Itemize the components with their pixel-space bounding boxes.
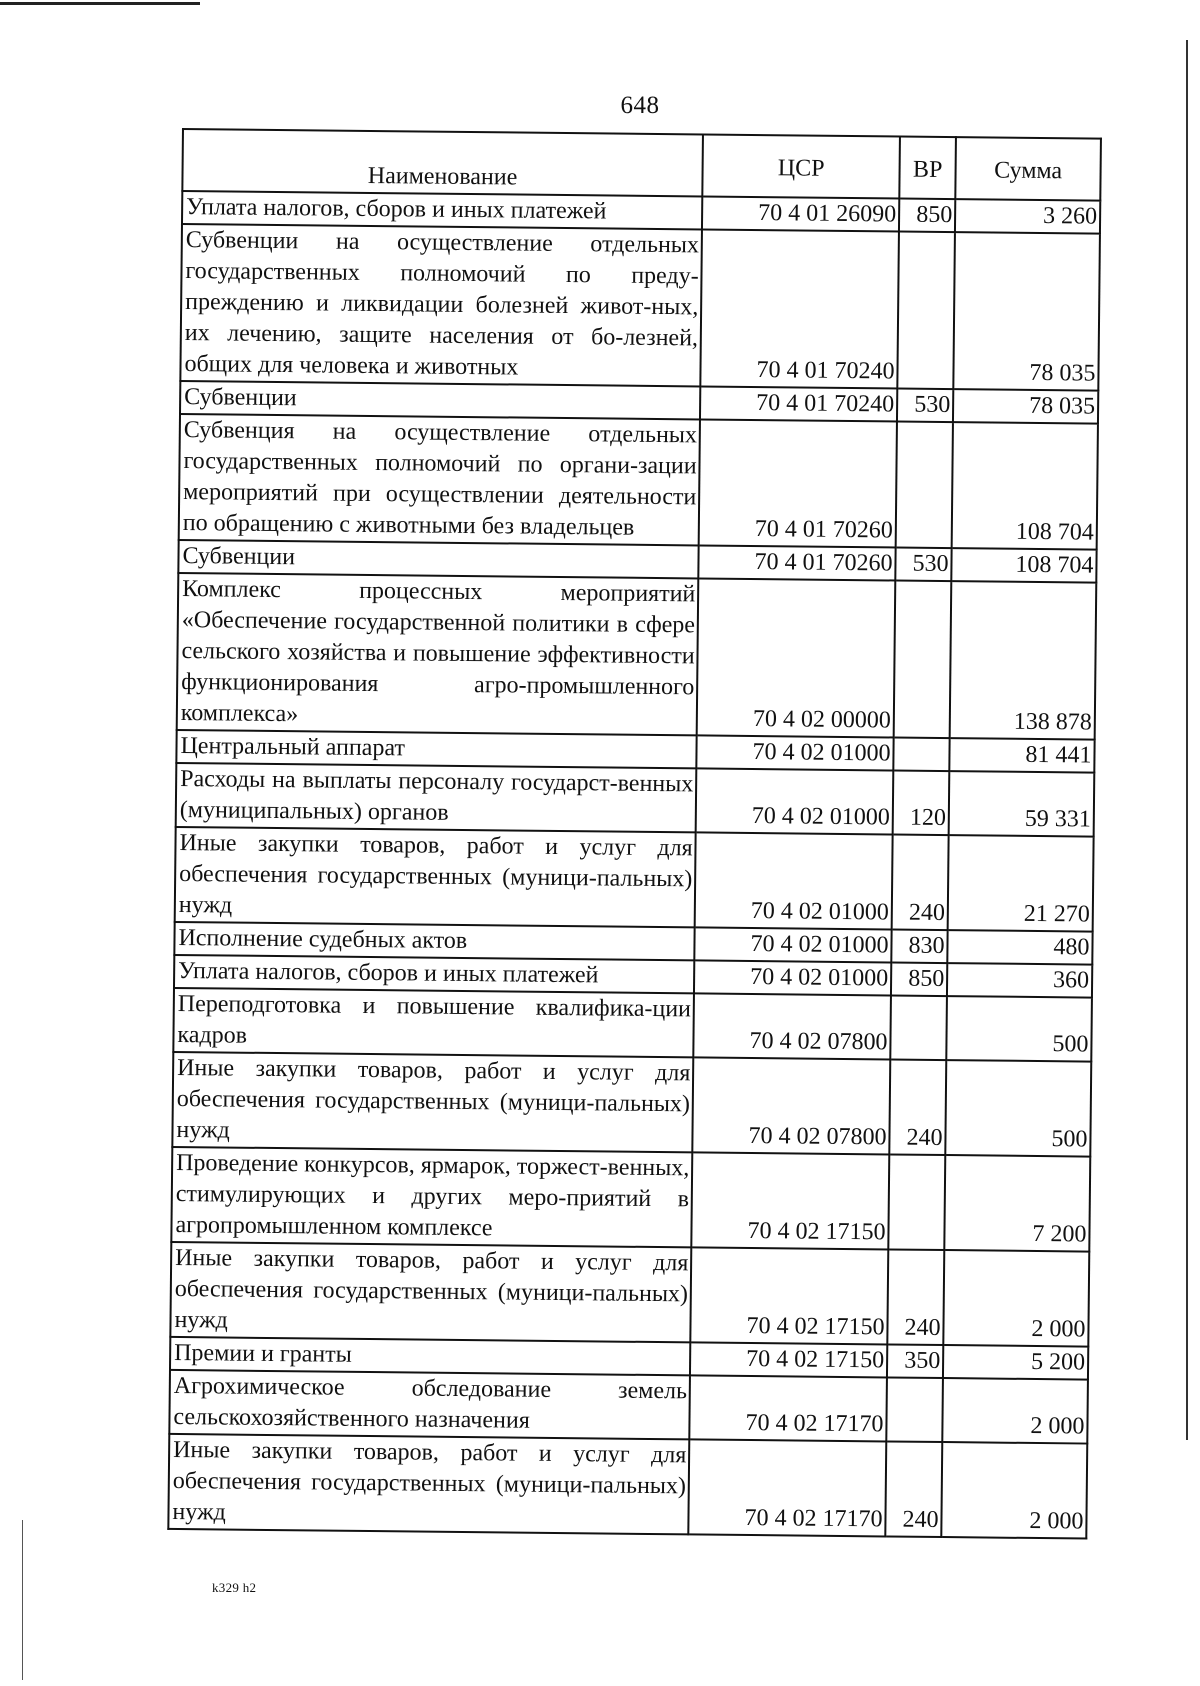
row-sum: 59 331	[949, 771, 1095, 837]
row-vr-code: 240	[887, 1249, 944, 1345]
table-row	[177, 573, 1097, 740]
row-name: Субвенции	[178, 540, 699, 578]
row-name: Субвенции на осуществление отдельных государственных полномочий по преду-преждению и ликвидации болезней живот-ных, их лечению, защите населения от бо-лезней, общих для человека и животных	[180, 224, 702, 386]
row-name: Исполнение судебных актов	[174, 922, 695, 960]
row-name: Иные закупки товаров, работ и услуг для обеспечения государственных (муници-пальных) нужд	[175, 827, 696, 927]
row-sum: 2 000	[943, 1250, 1089, 1347]
table-row	[169, 1370, 1088, 1444]
row-csr-code: 70 4 02 01000	[694, 927, 891, 962]
row-vr-code	[886, 1377, 943, 1442]
row-name: Проведение конкурсов, ярмарок, торжест-венных, стимулирующих и других меро-приятий в агропромышленном комплексе	[171, 1147, 692, 1247]
table-header-row	[182, 129, 1101, 201]
row-name: Субвенции	[180, 381, 701, 419]
row-vr-code	[890, 995, 947, 1060]
table-row	[170, 1242, 1089, 1347]
scan-edge-line	[0, 2, 200, 5]
row-vr-code: 240	[892, 834, 949, 930]
row-vr-code	[894, 580, 952, 738]
row-sum: 2 000	[942, 1378, 1088, 1444]
header-csr: ЦСР	[702, 134, 899, 198]
document-code: k329 h2	[212, 1580, 257, 1595]
page-number: 648	[620, 92, 660, 119]
row-csr-code: 70 4 02 07800	[693, 993, 891, 1059]
row-name: Иные закупки товаров, работ и услуг для обеспечения государственных (муници-пальных) нужд	[168, 1434, 689, 1534]
row-sum: 480	[947, 930, 1092, 965]
table-row	[176, 763, 1095, 837]
row-csr-code: 70 4 02 01000	[697, 735, 894, 770]
table-row	[180, 224, 1100, 391]
row-name: Иные закупки товаров, работ и услуг для обеспечения государственных (муници-пальных) нужд	[170, 1242, 691, 1342]
row-sum: 500	[945, 1060, 1091, 1157]
row-sum: 138 878	[950, 581, 1096, 740]
row-name: Уплата налогов, сборов и иных платежей	[174, 955, 695, 993]
row-sum: 7 200	[944, 1155, 1090, 1252]
row-vr-code: 240	[889, 1059, 946, 1155]
row-name: Иные закупки товаров, работ и услуг для обеспечения государственных (муници-пальных) нужд	[172, 1052, 693, 1152]
header-vr: ВР	[899, 137, 956, 200]
row-name: Расходы на выплаты персоналу государст-венных (муниципальных) органов	[176, 763, 697, 832]
row-csr-code: 70 4 02 17150	[690, 1247, 888, 1344]
row-sum: 21 270	[948, 835, 1094, 932]
row-vr-code	[888, 1154, 945, 1250]
row-vr-code: 850	[899, 199, 955, 233]
table-row	[173, 988, 1092, 1062]
row-csr-code: 70 4 01 70240	[700, 386, 897, 421]
row-csr-code: 70 4 02 01000	[696, 768, 894, 834]
row-sum: 108 704	[951, 548, 1096, 583]
row-vr-code: 120	[893, 770, 950, 835]
row-vr-code: 830	[891, 929, 947, 963]
table-row	[175, 827, 1094, 932]
row-csr-code: 70 4 01 70260	[699, 419, 897, 547]
row-sum: 500	[946, 996, 1092, 1062]
row-vr-code	[897, 232, 955, 390]
table-row	[179, 414, 1098, 550]
row-sum: 3 260	[955, 199, 1100, 234]
row-vr-code: 530	[897, 389, 953, 423]
row-vr-code	[893, 737, 949, 771]
row-sum: 81 441	[949, 738, 1094, 773]
row-sum: 78 035	[953, 389, 1098, 424]
row-csr-code: 70 4 02 17150	[690, 1342, 887, 1377]
row-vr-code: 530	[895, 547, 951, 581]
header-sum: Сумма	[955, 137, 1101, 201]
table-row	[168, 1434, 1087, 1539]
row-vr-code: 350	[887, 1344, 943, 1378]
row-sum: 78 035	[953, 232, 1099, 391]
budget-table	[167, 128, 1102, 1540]
row-csr-code: 70 4 02 17170	[689, 1375, 887, 1441]
row-csr-code: 70 4 02 01000	[695, 832, 893, 929]
row-name: Уплата налогов, сборов и иных платежей	[182, 191, 703, 229]
row-name: Субвенция на осуществление отдельных государственных полномочий по органи-зации мероприятий при осуществлении деятельности по обращению с животными без владельцев	[179, 414, 700, 545]
row-sum: 360	[947, 963, 1092, 998]
header-name: Наименование	[182, 129, 703, 196]
row-name: Премии и гранты	[170, 1337, 691, 1375]
row-csr-code: 70 4 02 00000	[697, 578, 895, 737]
row-vr-code: 850	[891, 962, 947, 996]
row-name: Агрохимическое обследование земель сельскохозяйственного назначения	[169, 1370, 690, 1439]
table-row	[171, 1147, 1090, 1252]
scan-edge-line	[1186, 40, 1188, 1440]
row-csr-code: 70 4 01 26090	[702, 196, 899, 231]
table-row	[172, 1052, 1091, 1157]
row-csr-code: 70 4 01 70260	[698, 545, 895, 580]
row-name: Комплекс процессных мероприятий «Обеспечение государственной политики в сфере сельского хозяйства и повышение эффективности функционирования агро-промышленного комплекса»	[177, 573, 699, 735]
row-csr-code: 70 4 01 70240	[701, 229, 899, 388]
row-csr-code: 70 4 02 01000	[694, 960, 891, 995]
row-csr-code: 70 4 02 17170	[688, 1439, 886, 1536]
row-name: Переподготовка и повышение квалифика-ции кадров	[173, 988, 694, 1057]
row-sum: 108 704	[952, 422, 1098, 550]
row-vr-code: 240	[885, 1441, 942, 1537]
row-vr-code	[896, 422, 953, 549]
row-sum: 5 200	[943, 1345, 1088, 1380]
row-csr-code: 70 4 02 17150	[691, 1152, 889, 1249]
row-name: Центральный аппарат	[176, 730, 697, 768]
scan-edge-line	[22, 1520, 23, 1680]
row-csr-code: 70 4 02 07800	[692, 1057, 890, 1154]
row-sum: 2 000	[941, 1442, 1087, 1539]
